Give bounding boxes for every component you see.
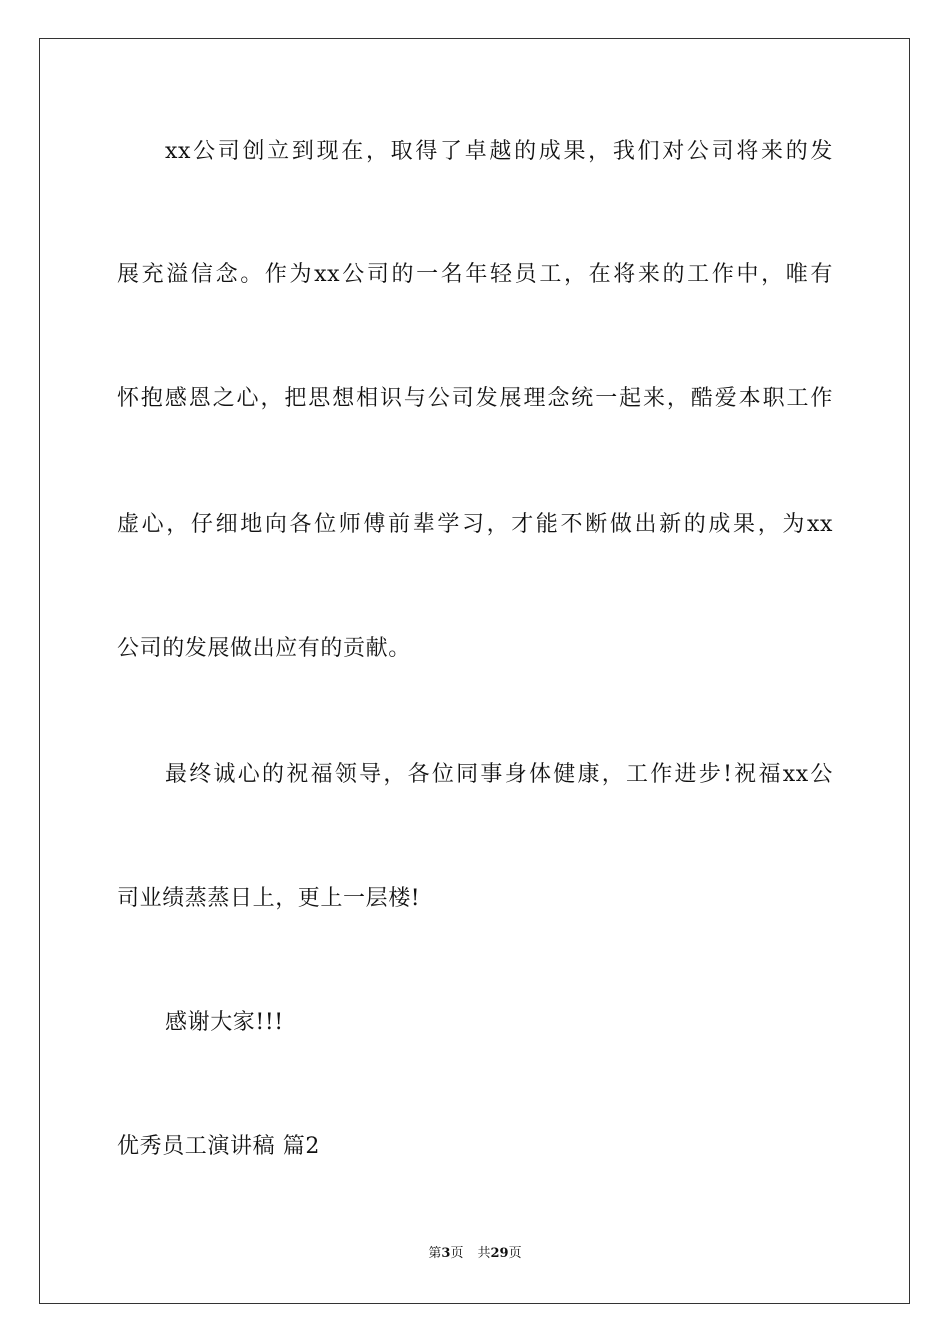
section-heading: 优秀员工演讲稿 篇2 bbox=[117, 1134, 320, 1159]
paragraph-1-line-5: 公司的发展做出应有的贡献。 bbox=[117, 636, 411, 661]
page-footer bbox=[0, 1245, 950, 1263]
page-border bbox=[39, 38, 910, 1304]
footer-page-number: 3 bbox=[441, 1246, 451, 1261]
footer-page-suffix: 页 bbox=[450, 1246, 464, 1261]
footer-total-suffix: 页 bbox=[508, 1246, 522, 1261]
paragraph-1-line-1: xx公司创立到现在，取得了卓越的成果，我们对公司将来的发 bbox=[165, 139, 833, 164]
paragraph-2-line-2: 司业绩蒸蒸日上，更上一层楼! bbox=[117, 886, 421, 911]
paragraph-3-line-1: 感谢大家!!! bbox=[165, 1010, 284, 1035]
paragraph-2-line-1: 最终诚心的祝福领导，各位同事身体健康，工作进步!祝福xx公 bbox=[165, 762, 833, 787]
footer-total-prefix: 共 bbox=[477, 1246, 491, 1261]
paragraph-1-line-4: 虚心，仔细地向各位师傅前辈学习，才能不断做出新的成果，为xx bbox=[117, 512, 833, 537]
paragraph-1-line-2: 展充溢信念。作为xx公司的一名年轻员工，在将来的工作中，唯有 bbox=[117, 262, 833, 287]
footer-prefix: 第 bbox=[428, 1246, 442, 1261]
paragraph-1-line-3: 怀抱感恩之心，把思想相识与公司发展理念统一起来，酷爱本职工作 bbox=[117, 386, 833, 411]
footer-total-pages: 29 bbox=[490, 1246, 509, 1261]
